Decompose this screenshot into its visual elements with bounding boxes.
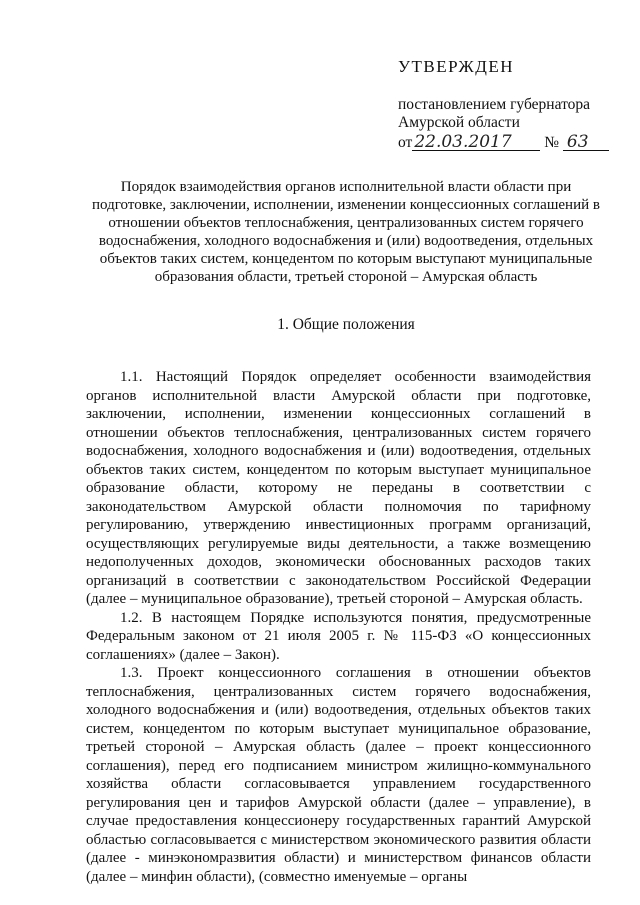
- document-title: Порядок взаимодействия органов исполнительной власти области при подготовке, заключении, исполнении, изменении концессионных соглашений в отношении объектов теплоснабжения, централизованных систем горячего водоснабжения, холодного водоснабжения и (или) водоотведения, отдельных объектов таких систем, концедентом по которым выступают муниципальные образования области, третьей стороной – Амурская область: [92, 179, 600, 285]
- paragraph-1-2: 1.2. В настоящем Порядке используются понятия, предусмотренные Федеральным законом от 21 июля 2005 г. № 115-ФЗ «О концессионных соглашениях» (далее – Закон).: [86, 609, 591, 663]
- section-title: 1. Общие положения: [277, 316, 415, 333]
- approval-line-1: постановлением губернатора: [398, 96, 591, 113]
- handwritten-date: 22.03.2017: [412, 134, 540, 151]
- paragraph-1-1: 1.1. Настоящий Порядок определяет особенности взаимодействия органов исполнительной власти Амурской области при подготовке, заключении, исполнении, изменении концессионных соглашений в отношении объектов теплоснабжения, централизованных систем горячего водоснабжения, холодного водоснабжения и (или) водоотведения, отдельных объектов таких систем, концедентом по которым выступает муниципальное образование области, которому не переданы в соответствии с законодательством Амурской области полномочия по тарифному регулированию, утверждению инвестиционных программ организаций, осуществляющих регулируемые виды деятельности, а также возмещению недополученных доходов, экономически обоснованных расходов таких организаций в соответствии с законодательством Российской Федерации (далее – муниципальное образование), третьей стороной – Амурская область.: [86, 369, 591, 607]
- number-prefix: №: [544, 134, 559, 151]
- approved-heading: УТВЕРЖДЕН: [398, 57, 514, 76]
- approval-block: [398, 58, 628, 152]
- approval-line-2: Амурской области: [398, 114, 520, 131]
- paragraph-1-3: 1.3. Проект концессионного соглашения в отношении объектов теплоснабжения, централизованных систем горячего водоснабжения, холодного водоснабжения и (или) водоотведения, отдельных объектов таких систем, концедентом по которым выступает муниципальное образование, третьей стороной – Амурская область (далее – проект концессионного соглашения), перед его подписанием министром жилищно-коммунального хозяйства области согласовывается управлением государственного регулирования цен и тарифов Амурской области (далее – управление), в случае предоставления концессионеру государственных гарантий Амурской областью согласовывается с министерством экономического развития области (далее - минэкономразвития области) и министерством финансов области (далее – минфин области), (совместно именуемые – органы: [86, 665, 591, 885]
- date-prefix: от: [398, 134, 413, 151]
- approval-date-line: [398, 134, 628, 152]
- document-body: [86, 368, 591, 886]
- handwritten-number: 63: [563, 134, 609, 151]
